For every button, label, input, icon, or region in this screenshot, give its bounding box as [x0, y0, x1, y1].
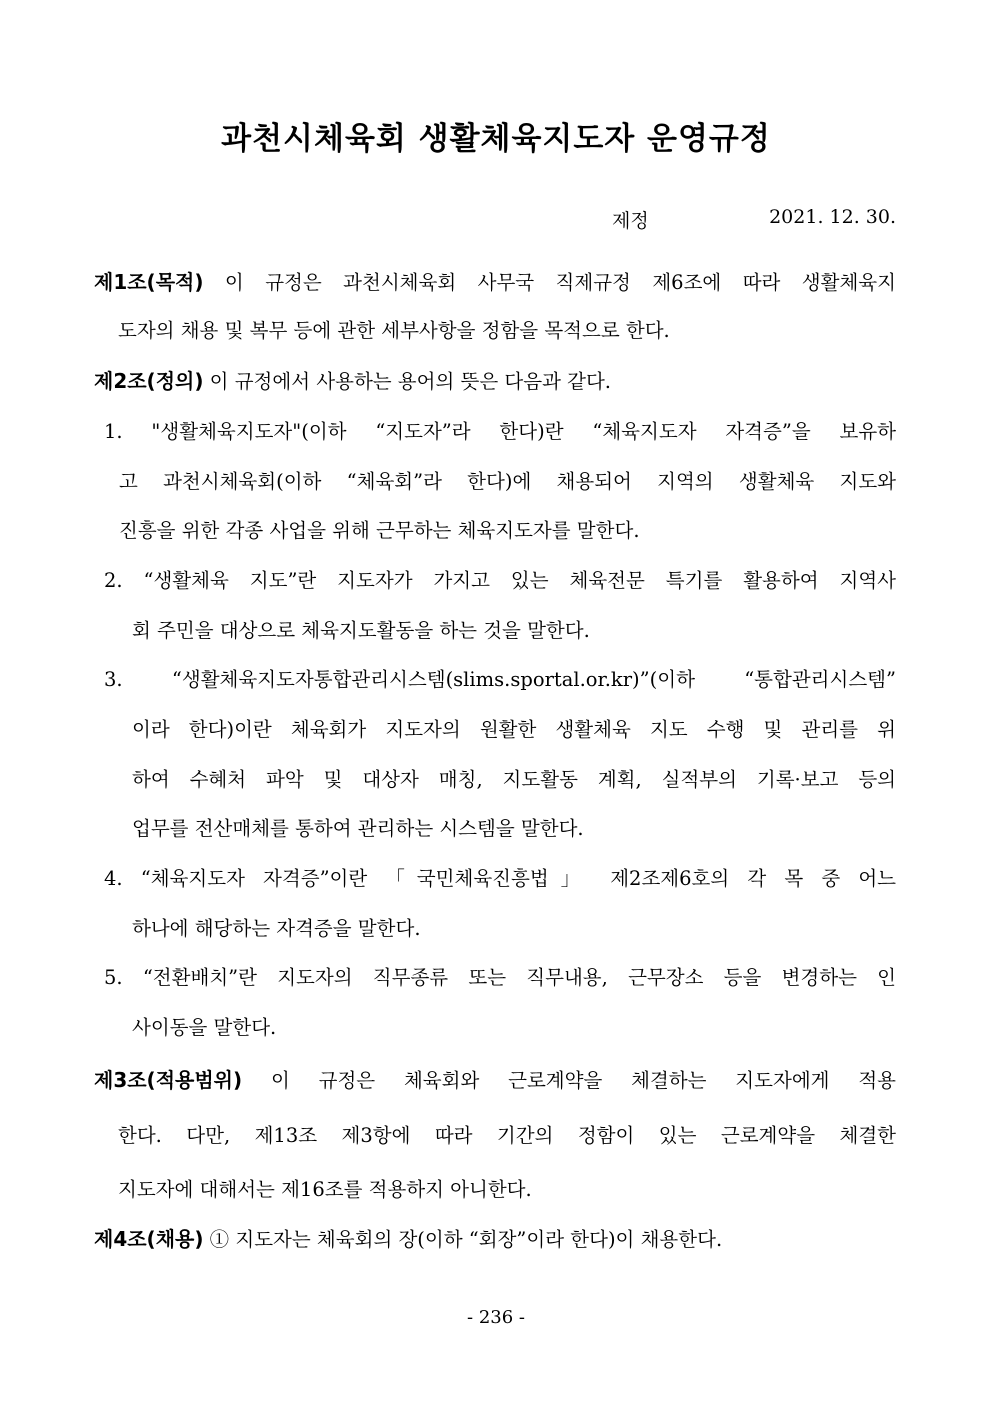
- definition-4-line-1: 4. “체육지도자 자격증”이란 「국민체육진흥법」 제2조제6호의 각 목 중 어느: [104, 867, 896, 890]
- article-2-line-1: [0, 367, 992, 396]
- article-3-line-2: 한다. 다만, 제13조 제3항에 따라 기간의 정함이 있는 근로계약을 체결한: [118, 1124, 896, 1147]
- enactment-label: 제정: [612, 210, 649, 232]
- article-1-line-2: 도자의 채용 및 복무 등에 관한 세부사항을 정함을 목적으로 한다.: [118, 319, 670, 342]
- article-2-heading: 제2조(정의): [94, 369, 204, 393]
- article-2-intro: 이 규정에서 사용하는 용어의 뜻은 다음과 같다.: [203, 370, 611, 393]
- article-4-heading: 제4조(채용): [94, 1227, 204, 1251]
- page-number: - 236 -: [467, 1307, 525, 1328]
- definition-5-line-1: 5. “전환배치”란 지도자의 직무종류 또는 직무내용, 근무장소 등을 변경하는 인: [104, 966, 896, 989]
- article-4-text: ① 지도자는 체육회의 장(이하 “회장”이라 한다)이 채용한다.: [203, 1228, 723, 1251]
- definition-2-line-2: 회 주민을 대상으로 체육지도활동을 하는 것을 말한다.: [132, 619, 590, 642]
- definition-1-line-3: 진흥을 위한 각종 사업을 위해 근무하는 체육지도자를 말한다.: [119, 519, 640, 542]
- enactment-date: 2021. 12. 30.: [769, 206, 896, 228]
- definition-1-line-2: 고 과천시체육회(이하 “체육회”라 한다)에 채용되어 지역의 생활체육 지도와: [119, 470, 896, 493]
- article-1-text: 이 규정은 과천시체육회 사무국 직제규정 제6조에 따라 생활체육지: [203, 271, 896, 294]
- definition-2-line-1: 2. “생활체육 지도”란 지도자가 가지고 있는 체육전문 특기를 활용하여 지역사: [104, 569, 896, 592]
- definition-3-line-1: 3. “생활체육지도자통합관리시스템(slims.sportal.or.kr)”(이하 “통합관리시스템”: [104, 668, 896, 691]
- article-3-line-3: 지도자에 대해서는 제16조를 적용하지 아니한다.: [118, 1178, 532, 1201]
- article-3-line-1: [0, 1066, 992, 1095]
- definition-3-line-2: 이라 한다)이란 체육회가 지도자의 원활한 생활체육 지도 수행 및 관리를 위: [132, 718, 896, 741]
- article-3-text: 이 규정은 체육회와 근로계약을 체결하는 지도자에게 적용: [242, 1069, 896, 1092]
- definition-3-line-3: 하여 수혜처 파악 및 대상자 매칭, 지도활동 계획, 실적부의 기록·보고 등의: [132, 768, 896, 791]
- article-1-line-1: [0, 268, 992, 297]
- definition-5-line-2: 사이동을 말한다.: [132, 1016, 277, 1039]
- definition-3-line-4: 업무를 전산매체를 통하여 관리하는 시스템을 말한다.: [132, 817, 584, 840]
- article-4-line-1: [0, 1225, 992, 1254]
- definition-4-line-2: 하나에 해당하는 자격증을 말한다.: [132, 917, 421, 940]
- document-title: 과천시체육회 생활체육지도자 운영규정: [221, 121, 771, 157]
- article-3-heading: 제3조(적용범위): [94, 1068, 243, 1092]
- definition-1-line-1: 1. "생활체육지도자"(이하 “지도자”라 한다)란 “체육지도자 자격증”을 보유하: [104, 420, 896, 443]
- article-1-heading: 제1조(목적): [94, 270, 204, 294]
